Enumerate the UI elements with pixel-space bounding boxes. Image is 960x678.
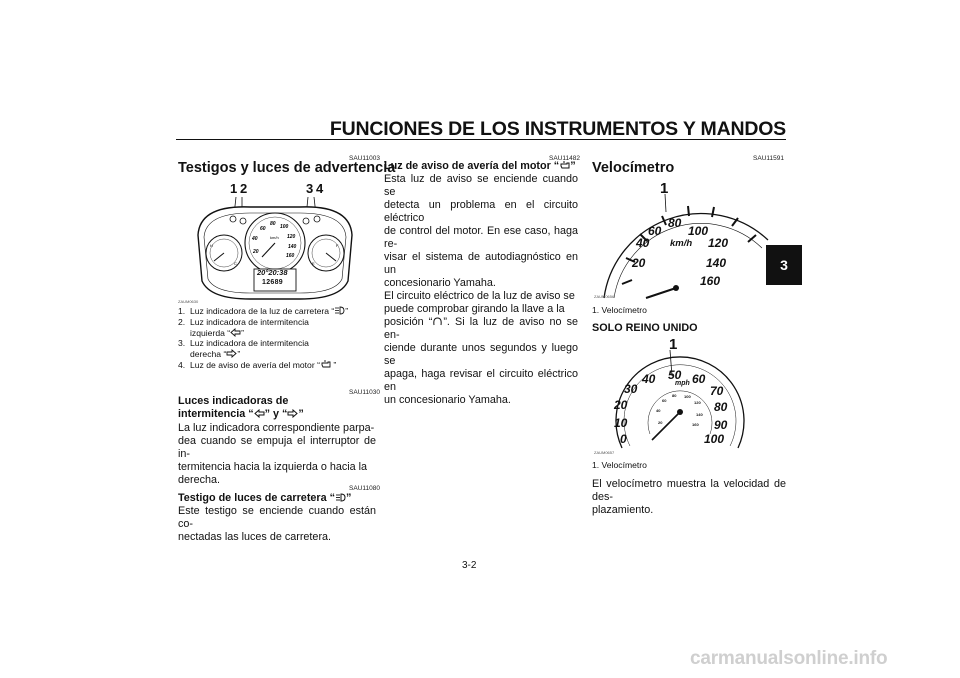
inner-tick: 20 — [658, 420, 663, 425]
page-header-title: FUNCIONES DE LOS INSTRUMENTOS Y MANDOS — [329, 118, 786, 140]
header-rule — [176, 139, 786, 140]
svg-text:160: 160 — [286, 253, 295, 259]
engine-icon — [320, 360, 331, 369]
engine-icon — [559, 161, 570, 170]
tick-label: 30 — [624, 382, 638, 396]
fig-number-3: 3 — [306, 181, 314, 196]
ref-code: SAU11003 — [349, 155, 380, 162]
watermark[interactable]: carmanualsonline.info — [690, 648, 888, 669]
inner-tick: 140 — [696, 412, 703, 417]
fig-number-1: 1 — [230, 181, 238, 196]
heading-engine-trouble: Luz de aviso de avería del motor “ ” — [384, 160, 576, 172]
fig-number-1: 1 — [669, 336, 678, 353]
inner-tick: 160 — [692, 422, 699, 427]
tick-label: 40 — [642, 372, 656, 386]
tick-label: 10 — [614, 416, 628, 430]
figure-captions — [178, 306, 378, 371]
key-on-icon — [432, 317, 443, 326]
tick-label: 140 — [706, 256, 727, 270]
paragraph-speedometer: El velocímetro muestra la velocidad de des- plazamiento. — [592, 478, 786, 516]
tick-label: 0 — [620, 432, 627, 446]
caption-item: 2. Luz indicadora de intermitencia — [178, 316, 309, 327]
speed-unit: mph — [675, 380, 690, 387]
caption-item-cont: izquierda “ ” — [190, 327, 244, 338]
fig-number-1: 1 — [660, 180, 669, 197]
high-beam-icon — [335, 493, 346, 502]
tick-label: 100 — [688, 224, 709, 238]
left-arrow-icon — [254, 409, 265, 418]
inner-tick: 100 — [684, 394, 691, 399]
caption-item: 1. Luz indicadora de la luz de carretera “ ” — [178, 306, 349, 316]
inner-tick: 40 — [656, 408, 661, 413]
tick-label: 70 — [710, 384, 724, 398]
svg-text:F: F — [336, 243, 339, 248]
caption-item: 4. Luz de aviso de avería del motor “ ” — [178, 359, 337, 370]
tick-label: 20 — [614, 398, 628, 412]
tick-label: 60 — [692, 372, 706, 386]
fig-number-4: 4 — [316, 181, 324, 196]
inner-tick: 80 — [672, 393, 677, 398]
svg-text:km/h: km/h — [270, 235, 279, 240]
kmh-tick-labels — [592, 180, 782, 300]
ref-code: SAU11030 — [349, 389, 380, 396]
ref-code: SAU11591 — [753, 155, 784, 162]
paragraph-engine-trouble: Esta luz de aviso se enciende cuando se detecta un problema en el circuito eléctrico de control del motor. En ese caso, haga re- visar el sistema de autodiagnóstico en un concesionario Yamaha. El circuito eléctrico de la luz de aviso se puede comprobar girando la llave a la posición “ ”. Si la luz de aviso no se en- ciende durante unos segundos y luego se apaga, haga revisar el circuito eléctrico en un concesionario Yamaha. — [384, 173, 578, 406]
uk-only-label: SOLO REINO UNIDO — [592, 322, 698, 334]
section-heading-warning-lights: Testigos y luces de advertencia — [178, 160, 396, 176]
right-arrow-icon — [287, 409, 298, 418]
page-number: 3-2 — [462, 560, 477, 571]
svg-text:120: 120 — [287, 234, 296, 240]
inner-tick: 60 — [662, 398, 667, 403]
tick-label: 40 — [636, 236, 650, 250]
svg-text:80: 80 — [270, 221, 276, 227]
heading-turn-indicators: Luces indicadoras de intermitencia “ ” y “ ” — [178, 395, 304, 420]
left-arrow-icon — [230, 328, 241, 337]
heading-high-beam: Testigo de luces de carretera “ ” — [178, 492, 352, 504]
chapter-tab[interactable]: 3 — [766, 245, 802, 285]
lcd-odometer: 12689 — [262, 279, 283, 286]
tick-label: 120 — [708, 236, 729, 250]
right-arrow-icon — [226, 349, 237, 358]
ref-code: SAU11482 — [549, 155, 580, 162]
paragraph-high-beam: Este testigo se enciende cuando están co- nectadas las luces de carretera. — [178, 505, 376, 543]
svg-text:20: 20 — [253, 249, 259, 255]
svg-text:40: 40 — [252, 236, 258, 242]
speed-unit: km/h — [670, 238, 693, 249]
svg-text:60: 60 — [260, 226, 266, 232]
lcd-time: 20°20:38 — [257, 268, 288, 277]
svg-text:140: 140 — [288, 244, 297, 250]
tick-label: 80 — [668, 216, 682, 230]
svg-text:E: E — [312, 261, 315, 266]
tick-label: 160 — [700, 274, 721, 288]
tick-label: 20 — [632, 256, 646, 270]
fig-number-2: 2 — [240, 181, 248, 196]
figure-id: ZAUM0630 — [178, 299, 199, 304]
figure-id: ZAUM0656 — [594, 294, 615, 299]
svg-text:C: C — [234, 261, 237, 266]
figure-id: ZAUM0657 — [594, 450, 615, 455]
caption-item-cont: derecha “ ” — [190, 349, 241, 360]
ref-code: SAU11080 — [349, 485, 380, 492]
section-heading-speedometer: Velocímetro — [592, 160, 675, 176]
inner-tick: 120 — [694, 400, 701, 405]
tick-label: 100 — [704, 432, 725, 446]
tick-label: 50 — [668, 368, 682, 382]
tick-label: 90 — [714, 418, 728, 432]
caption-speedometer: 1. Velocímetro — [592, 305, 647, 315]
svg-text:100: 100 — [280, 224, 289, 230]
svg-text:H: H — [210, 243, 213, 248]
instrument-panel-illustration — [190, 195, 360, 305]
high-beam-icon — [334, 306, 345, 315]
caption-item: 3. Luz indicadora de intermitencia — [178, 338, 309, 349]
tick-label: 60 — [648, 224, 662, 238]
paragraph-turn-indicators: La luz indicadora correspondiente parpa- dea cuando se empuja el interruptor de in- termitencia hacia la izquierda o hacia la derecha. — [178, 422, 376, 486]
mph-tick-labels — [592, 336, 782, 456]
caption-speedometer: 1. Velocímetro — [592, 460, 647, 470]
tick-label: 80 — [714, 400, 728, 414]
